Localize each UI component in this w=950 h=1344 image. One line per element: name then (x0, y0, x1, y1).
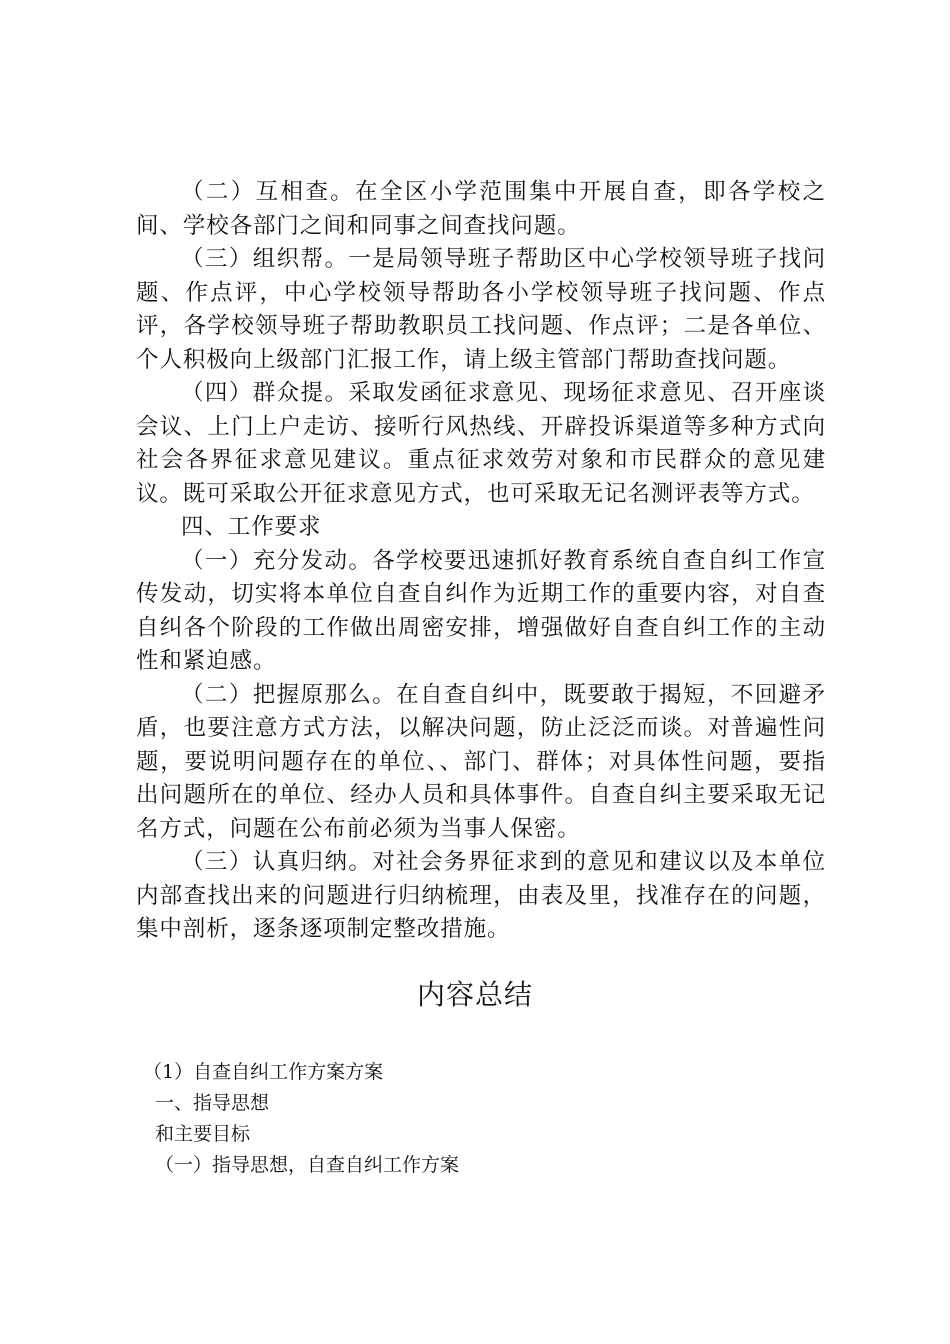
paragraph-principles: （二）把握原那么。在自查自纠中，既要敢于揭短，不回避矛盾，也要注意方式方法，以解决问题，防止泛泛而谈。对普遍性问题，要说明问题存在的单位、、部门、群体；对具体性问题，要指出问题所在的单位、经办人员和具体事件。自查自纠主要采取无记名方式，问题在公布前必须为当事人保密。 (136, 681, 826, 842)
summary-item: （1）自查自纠工作方案方案 (143, 1061, 384, 1083)
paragraph-full-mobilization: （一）充分发动。各学校要迅速抓好教育系统自查自纠工作宣传发动，切实将本单位自查自纠作为近期工作的重要内容，对自查自纠各个阶段的工作做出周密安排，增强做好自查自纠工作的主动性和紧迫感。 (136, 547, 826, 674)
paragraph-public-input: （四）群众提。采取发函征求意见、现场征求意见、召开座谈会议、上门上户走访、接听行风热线、开辟投诉渠道等多种方式向社会各界征求意见建议。重点征求效劳对象和市民群众的意见建议。既可采取公开征求意见方式，也可采取无记名测评表等方式。 (136, 380, 826, 507)
paragraph-mutual-check: （二）互相查。在全区小学范围集中开展自查，即各学校之间、学校各部门之间和同事之间查找问题。 (136, 179, 826, 239)
summary-list (143, 1057, 843, 1181)
summary-item: （一）指导思想，自查自纠工作方案 (155, 1154, 460, 1176)
paragraph-summarize: （三）认真归纳。对社会务界征求到的意见和建议以及本单位内部查找出来的问题进行归纳梳理，由表及里，找准存在的问题，集中剖析，逐条逐项制定整改措施。 (136, 849, 826, 942)
section-heading-work-requirements: 四、工作要求 (181, 514, 322, 540)
summary-item: 一、指导思想 (155, 1092, 270, 1114)
paragraph-organized-help: （三）组织帮。一是局领导班子帮助区中心学校领导班子找问题、作点评，中心学校领导帮助各小学校领导班子找问题、作点评，各学校领导班子帮助教职员工找问题、作点评；二是各单位、个人积极向上级部门汇报工作，请上级主管部门帮助查找问题。 (136, 246, 826, 373)
summary-item: 和主要目标 (155, 1123, 251, 1145)
document-body (136, 176, 826, 947)
summary-title: 内容总结 (416, 978, 533, 1011)
